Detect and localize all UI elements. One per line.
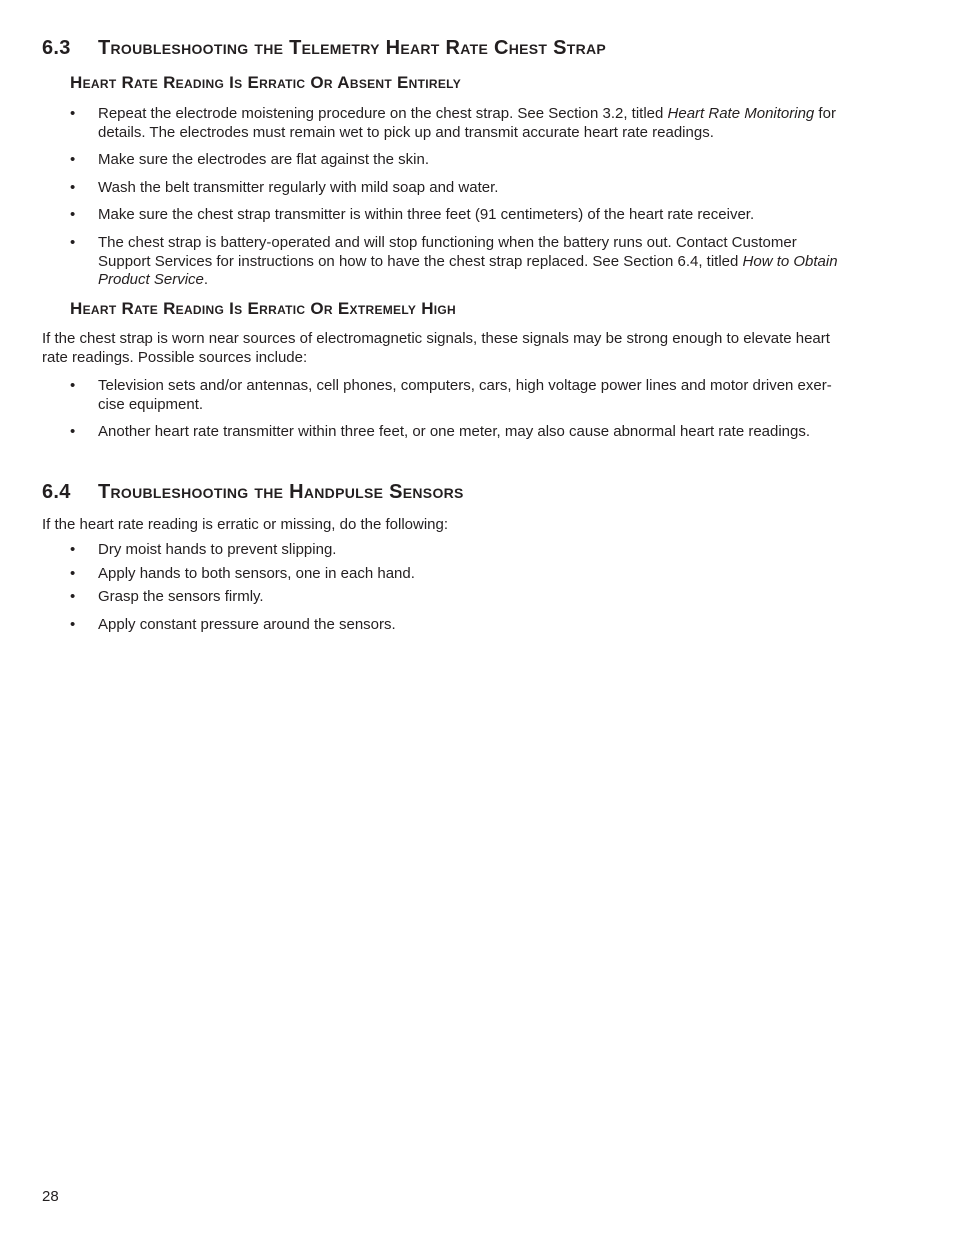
section-heading-6-4 (42, 481, 464, 504)
list-item: Another heart rate transmitter within three feet, or one meter, may also cause abnormal heart rate readings. (98, 423, 811, 440)
reference-title: Heart Rate Monitoring (667, 105, 815, 122)
section-title: Troubleshooting the Telemetry Heart Rate Chest Strap (98, 37, 607, 59)
bullet-marker: • (70, 179, 76, 196)
list-item-text: Television sets and/or antennas, cell phones, computers, cars, high voltage power lines and motor driven exer- (98, 377, 832, 394)
bullet-marker: • (70, 588, 76, 605)
bullet-marker: • (70, 234, 76, 251)
paragraph (42, 330, 830, 367)
list-item (98, 234, 838, 290)
bullet-marker: • (70, 151, 76, 168)
bullet-marker: • (70, 206, 76, 223)
list-item (98, 377, 832, 414)
list-item: Make sure the electrodes are flat against the skin. (98, 151, 430, 168)
list-item-text: details. The electrodes must remain wet to pick up and transmit accurate heart rate readings. (98, 123, 714, 141)
list-item-text: The chest strap is battery-operated and will stop functioning when the battery runs out. Contact Customer (98, 234, 797, 251)
bullet-marker: • (70, 377, 76, 394)
section-title: Troubleshooting the Handpulse Sensors (98, 481, 464, 503)
list-item: Wash the belt transmitter regularly with mild soap and water. (98, 179, 499, 196)
list-item-text: Support Services for instructions on how to have the chest strap replaced. See Section 6.4, titled (98, 252, 743, 270)
paragraph: If the heart rate reading is erratic or missing, do the following: (42, 516, 449, 533)
paragraph-text: If the chest strap is worn near sources of electromagnetic signals, these signals may be strong enough to elevate heart (42, 330, 830, 347)
list-item: Make sure the chest strap transmitter is within three feet (91 centimeters) of the heart rate receiver. (98, 206, 755, 223)
list-item: Apply constant pressure around the sensors. (98, 616, 396, 633)
bullet-marker: • (70, 423, 76, 440)
section-number: 6.4 (42, 481, 71, 503)
subheading-erratic-absent: Heart Rate Reading Is Erratic Or Absent Entirely (70, 73, 462, 92)
list-item: Apply hands to both sensors, one in each hand. (98, 565, 415, 582)
list-item (98, 105, 836, 142)
bullet-marker: • (70, 565, 76, 582)
reference-title: How to Obtain (742, 252, 838, 270)
list-item-text: . (203, 271, 209, 288)
list-item: Grasp the sensors firmly. (98, 588, 264, 605)
list-item-text: cise equipment. (98, 395, 204, 413)
section-number: 6.3 (42, 37, 71, 59)
paragraph-text: rate readings. Possible sources include: (42, 348, 308, 366)
subheading-erratic-high: Heart Rate Reading Is Erratic Or Extremely High (70, 299, 457, 318)
section-heading-6-3 (42, 37, 606, 60)
list-item-text: Repeat the electrode moistening procedure on the chest strap. See Section 3.2, titled (98, 105, 668, 122)
bullet-marker: • (70, 616, 76, 633)
reference-title: Product Service (98, 271, 204, 288)
list-item: Dry moist hands to prevent slipping. (98, 541, 337, 558)
bullet-marker: • (70, 105, 76, 122)
bullet-marker: • (70, 541, 76, 558)
page-number: 28 (42, 1188, 59, 1205)
list-item-text: for (814, 105, 836, 122)
